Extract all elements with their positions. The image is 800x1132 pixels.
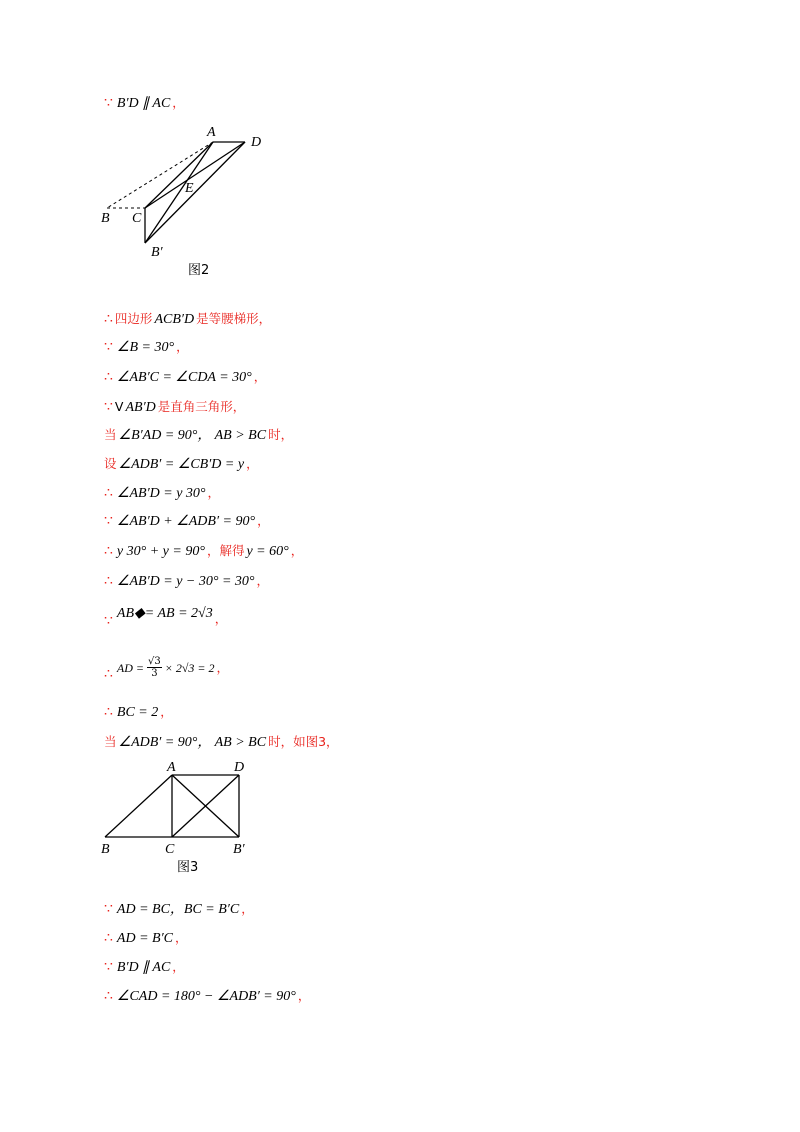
- figure-3-caption: 图3: [177, 860, 199, 875]
- label-b: B: [101, 842, 110, 857]
- punctuation: ，: [216, 659, 230, 675]
- math-expression: ∠AB′D = y − 30° = 30°: [116, 574, 255, 589]
- therefore-symbol: ∴: [104, 369, 113, 385]
- label-d: D: [251, 135, 262, 150]
- math-expression: ∠B = 30°: [116, 340, 175, 355]
- line-19: [104, 987, 310, 1006]
- label-b-prime: B′: [233, 842, 245, 857]
- line-16: [104, 900, 254, 919]
- math-expression: × 2√3 = 2: [164, 660, 215, 675]
- math-expression: y 30° + y = 90°: [116, 544, 205, 559]
- fraction-numerator: √3: [148, 656, 161, 667]
- line-ab: [105, 775, 172, 837]
- because-symbol: ∵: [104, 959, 113, 975]
- because-symbol: ∵: [104, 901, 113, 917]
- line-3: [104, 338, 189, 357]
- label-a: A: [167, 760, 176, 775]
- punctuation: ，: [176, 339, 189, 354]
- math-expression: AB◆= AB = 2√3: [116, 606, 213, 621]
- punctuation: ，: [246, 456, 259, 471]
- because-symbol: ∵: [104, 95, 113, 111]
- line-5: [104, 398, 245, 417]
- line-4: [104, 368, 266, 387]
- therefore-symbol: ∴: [104, 485, 113, 501]
- therefore-symbol: ∴: [104, 988, 113, 1004]
- math-expression: ∠AB′D + ∠ADB′ = 90°: [116, 514, 256, 529]
- punctuation: ，: [290, 543, 304, 558]
- math-expression: ∠AB′D = y 30°: [116, 486, 206, 501]
- because-symbol: ∵: [104, 513, 113, 529]
- because-symbol: ∵: [104, 339, 113, 355]
- math-expression: AD = B′C: [116, 931, 173, 946]
- line-10: [104, 542, 303, 561]
- punctuation: ，: [256, 573, 270, 588]
- punctuation: ，: [257, 513, 270, 528]
- text: V: [114, 399, 124, 414]
- line-1: [104, 94, 185, 113]
- therefore-symbol: ∴: [104, 573, 113, 589]
- math-expression: AD = BC，BC = B′C: [116, 902, 240, 917]
- fraction: [147, 656, 162, 679]
- math-expression: ∠B′AD = 90°， AB > BC: [118, 428, 267, 443]
- punctuation: ，: [207, 485, 221, 500]
- punctuation: ，: [172, 95, 185, 110]
- math-expression: ∠AB′C = ∠CDA = 30°: [116, 370, 252, 385]
- math-expression: ∠CAD = 180° − ∠ADB′ = 90°: [116, 989, 296, 1004]
- therefore-symbol: ∴: [104, 704, 113, 720]
- label-b-prime: B′: [151, 245, 163, 260]
- punctuation: ，: [174, 930, 188, 945]
- text: 是等腰梯形，: [196, 311, 272, 326]
- therefore-symbol: ∴: [104, 543, 113, 559]
- line-18: [104, 958, 185, 977]
- label-c: C: [165, 842, 175, 857]
- line-2: [104, 310, 271, 329]
- line-13: [104, 656, 230, 682]
- line-ab-prime: [145, 142, 213, 243]
- math-expression: B′D ∥ AC: [116, 96, 171, 111]
- punctuation: ，: [172, 959, 185, 974]
- text: 是直角三角形，: [157, 399, 246, 414]
- line-ac: [145, 142, 213, 208]
- line-11: [104, 572, 269, 591]
- label-c: C: [132, 211, 142, 226]
- punctuation: ，: [214, 611, 228, 626]
- text: ，解得: [206, 543, 245, 558]
- math-expression: BC = 2: [116, 705, 159, 720]
- text: 时，: [268, 427, 294, 442]
- math-expression: AB′D: [125, 400, 156, 415]
- label-a: A: [207, 125, 216, 140]
- punctuation: ，: [241, 901, 254, 916]
- text: 四边形: [114, 311, 153, 326]
- math-expression: ACB′D: [154, 312, 195, 327]
- fraction-denominator: 3: [151, 668, 158, 679]
- math-expression: y = 60°: [246, 544, 289, 559]
- line-db-prime: [145, 142, 245, 243]
- line-17: [104, 929, 188, 948]
- text: 设: [104, 456, 117, 471]
- label-e: E: [185, 181, 194, 196]
- figure-2-caption: 图2: [188, 263, 210, 278]
- therefore-symbol: ∴: [104, 311, 113, 327]
- math-expression: ∠ADB′ = 90°， AB > BC: [118, 735, 267, 750]
- math-expression: AD =: [116, 660, 145, 675]
- text: 当: [104, 427, 117, 442]
- label-b: B: [101, 211, 110, 226]
- therefore-symbol: ∴: [104, 665, 113, 682]
- therefore-symbol: ∴: [104, 930, 113, 946]
- line-14: [104, 703, 173, 722]
- text: 时，如图3，: [268, 734, 339, 749]
- because-symbol: ∵: [104, 613, 113, 629]
- figure-2: [95, 118, 285, 263]
- punctuation: ，: [253, 369, 267, 384]
- line-15: [104, 733, 339, 752]
- line-9: [104, 512, 270, 531]
- math-expression: B′D ∥ AC: [116, 960, 171, 975]
- punctuation: ，: [160, 704, 173, 719]
- because-symbol: ∵: [104, 399, 113, 415]
- line-8: [104, 484, 220, 503]
- math-expression: ∠ADB′ = ∠CB′D = y: [118, 457, 245, 472]
- punctuation: ，: [297, 988, 311, 1003]
- line-12: [104, 604, 228, 629]
- line-6: [104, 426, 293, 445]
- figure-3: [95, 757, 265, 857]
- text: 当: [104, 734, 117, 749]
- line-7: [104, 455, 259, 474]
- label-d: D: [234, 760, 245, 775]
